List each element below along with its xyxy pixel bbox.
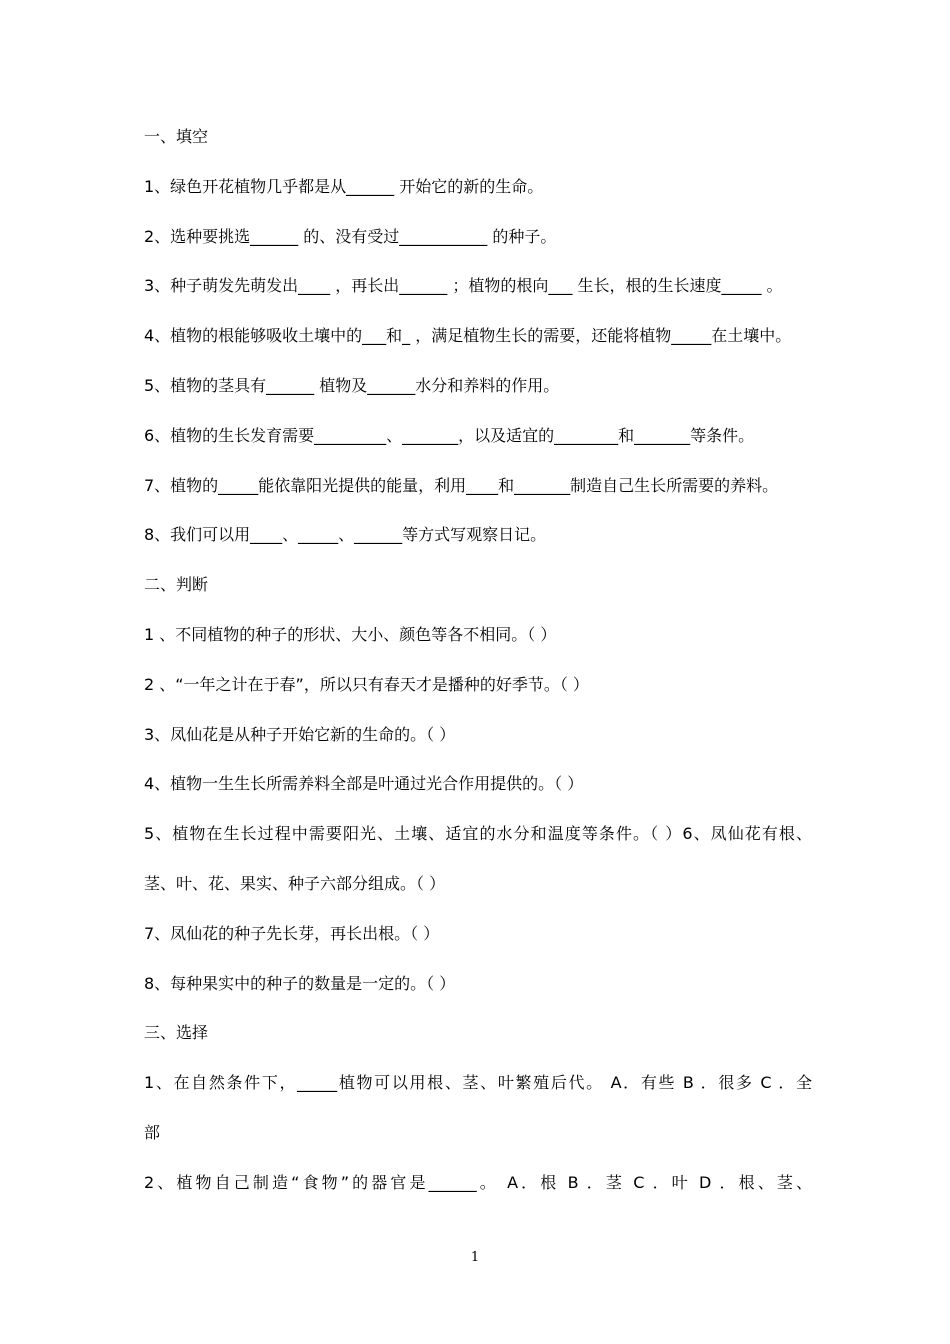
section-heading-fill-in: 一、填空 (144, 127, 209, 146)
fill-question-1: 1、绿色开花植物几乎都是从______ 开始它的新的生命。 (144, 176, 544, 196)
judge-question-8: 8、每种果实中的种子的数量是一定的。（ ） (144, 973, 456, 993)
choice-question-1-continued: 部 (144, 1122, 161, 1142)
section-heading-judge: 二、判断 (144, 575, 209, 595)
judge-question-2: 2 、“一年之计在于春”，所以只有春天才是播种的好季节。（ ） (144, 674, 589, 694)
judge-question-3: 3、凤仙花是从种子开始它新的生命的。（ ） (144, 724, 456, 744)
fill-question-2: 2、选种要挑选______ 的、没有受过___________ 的种子。 (144, 226, 557, 246)
fill-question-3: 3、种子萌发先萌发出____ ，再长出______ ；植物的根向___ 生长，根的生长速度_____ 。 (144, 276, 783, 296)
judge-question-4: 4、植物一生生长所需养料全部是叶通过光合作用提供的。（ ） (144, 774, 584, 794)
judge-question-5: 5、植物在生长过程中需要阳光、土壤、适宜的水分和温度等条件。（ ）6、凤仙花有根、 (144, 824, 812, 844)
fill-question-5: 5、植物的茎具有______ 植物及______水分和养料的作用。 (144, 375, 560, 395)
judge-question-7: 7、凤仙花的种子先长芽，再长出根。（ ） (144, 923, 440, 943)
worksheet-content (144, 122, 812, 1218)
section-heading-choice: 三、选择 (144, 1023, 209, 1043)
fill-question-6: 6、植物的生长发育需要_________、_______，以及适宜的________和_______等条件。 (144, 425, 755, 445)
fill-question-7: 7、植物的_____能依靠阳光提供的能量，利用____和_______制造自己生长所需要的养料。 (144, 475, 779, 495)
fill-question-4: 4、植物的根能够吸收土壤中的___和_ ，满足植物生长的需要，还能将植物_____在土壤中。 (144, 326, 792, 346)
choice-question-2: 2、植物自己制造“食物”的器官是______。 A．根 B ．茎 C ．叶 D ．根、茎、 (144, 1172, 812, 1192)
judge-question-1: 1 、不同植物的种子的形状、大小、颜色等各不相同。（ ） (144, 624, 557, 644)
fill-question-8: 8、我们可以用____、_____、______等方式写观察日记。 (144, 525, 547, 545)
choice-question-1: 1、在自然条件下，_____植物可以用根、茎、叶繁殖后代。 A．有些 B ．很多 C ．全 (144, 1073, 812, 1093)
judge-question-6-continued: 茎、叶、花、果实、种子六部分组成。（ ） (144, 873, 446, 893)
page-number: 1 (470, 1250, 480, 1265)
